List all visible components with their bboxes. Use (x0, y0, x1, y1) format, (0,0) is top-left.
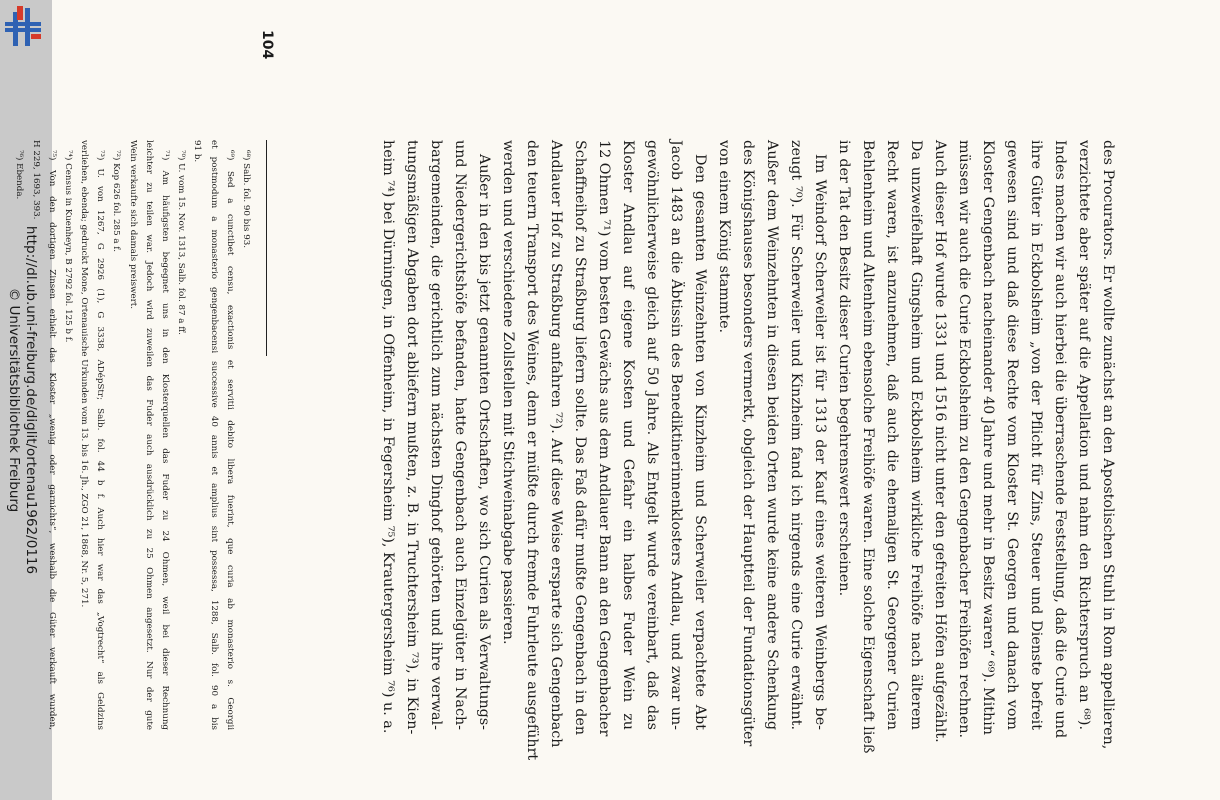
text-line: von einem König stammte. (716, 140, 732, 334)
footnote-line: ⁶⁸) Salb. fol. 90 bis 93. (241, 150, 251, 249)
text-line: heim ⁷⁴) bei Dürningen, in Offenheim, in Fegersheim ⁷⁵), Krautergersheim ⁷⁶) u. a. (380, 140, 396, 734)
text-line: Den gesamten Weinzehnten von Kinzheim und Scherweiler verpachtete Abt (692, 154, 708, 730)
footnote-line: ⁷³) U. von 1267, G 2926 (1), G 3338, ADépStr; Salb. fol. 44 b f. Auch hier war das „Vogtrecht“ als Geldzins (95, 150, 106, 730)
text-line: gewesen sind und daß diese Rechte vom Kloster St. Georgen und danach vom (1004, 140, 1020, 730)
footnote-line: ⁷⁵) Von den dortigen Zinsen erhielt das Kloster „wenig oder garnichts“, weshalb die Güter verkauft wurden, (46, 150, 57, 730)
footnote-line: leichter zu teilen war. Jedoch wird zuweilen das Fuder auch ausdrücklich zu 25 Ohmen angesetzt. Nur der gute (143, 140, 154, 730)
text-line: Recht waren, ist anzunehmen, daß auch die ehemaligen St. Georgener Curien (884, 140, 900, 730)
text-line: zeugt ⁷⁰). Für Scherweiler und Kinzheim fand ich nirgends eine Curie erwähnt. (788, 140, 804, 730)
text-line: Im Weindorf Scherweiler ist für 1313 der Kauf eines weiteren Weinbergs be- (812, 154, 828, 730)
university-logo-icon (2, 4, 44, 52)
text-line: Andlauer Hof zu Straßburg anfahren ⁷²). Auf diese Weise ersparte sich Gengenbach (548, 140, 564, 748)
text-line: Außer dem Weinzehnten in diesen beiden Orten wurde keine andere Schenkung (764, 140, 780, 730)
footnote-line: ⁷⁶) Ebenda. (14, 150, 25, 200)
text-line: werden und verschiedene Zollstellen mit Stichweinabgabe passieren. (500, 140, 516, 645)
text-line: des Königshauses besonders vermerkt, obgleich der Hauptteil der Fundationsgüter (740, 140, 756, 747)
text-line: den teuern Transport des Weines, denn er müßte durch fremde Fuhrleute ausgeführt (524, 140, 540, 761)
footnotes (11, 140, 254, 730)
text-line: ihre Güter in Eckbolsheim „von der Pflicht für Zins, Steuer und Dienste befreit (1028, 140, 1044, 730)
footnote-line: verliehen, ebenda; gedruckt Mone, Ortenauische Urkunden vom 13. bis 16. Jh., ZGO 21, 1868, Nr. 5, 271. (79, 140, 90, 608)
text-line: Indes machen wir auch hierbei die überraschende Feststellung, daß die Curie und (1052, 140, 1068, 739)
footnote-line: ⁷⁰) U. vom 15. Nov. 1313, Salb. fol. 87 a ff. (176, 150, 187, 335)
footnote-line: ⁷¹) Am häufigsten begegnet uns in den Klosterquellen das Fuder zu 24 Ohmen, weil bei dieser Rechnung (160, 150, 171, 730)
text-line: Kloster Andlau auf eigene Kosten und Gefahr ein halbes Fuder Wein zu (620, 140, 636, 730)
footnote-line: ⁷²) Kop 626 fol. 285 a f. (111, 150, 122, 252)
text-line: gewöhnlicherweise gleich auf 50 Jahre. Als Entgelt wurde vereinbart, daß das (644, 140, 660, 730)
page-number: 104 (259, 30, 275, 60)
body-text (376, 140, 1120, 761)
footnote-line: ⁶⁹) Sed a cunctibet censu, exactionis et servitii debito libera fuerint, que curia ab monasterio s. Georgii (224, 150, 235, 730)
footnote-line: et postmodum a monasterio gengenbacensi successive 40 annis et amplius sint possessa, 1288, Salb. fol. 90 a bis (208, 140, 219, 730)
text-line: Behlenheim und Altenheim ebensolche Freihöfe waren. Eine solche Eigenschaft ließ (860, 140, 876, 754)
text-line: Außer in den bis jetzt genannten Ortschaften, wo sich Curien als Verwaltungs- (476, 154, 492, 730)
footnote-line: 91 b. (192, 140, 203, 163)
document-url[interactable]: http://dl.ub.uni-freiburg.de/diglit/ortenau1962/0116 (23, 225, 39, 575)
text-line: und Niedergerichtshöfe befanden, hatte Gengenbach auch Einzelgüter in Nach- (452, 140, 468, 730)
text-line: in der Tat den Besitz dieser Curien begehrenswert erscheinen. (836, 140, 852, 597)
copyright-notice: © Universitätsbibliothek Freiburg (6, 287, 22, 513)
text-line: verzichtete aber später auf die Appellation und nahm den Richterspruch an ⁶⁸). (1076, 140, 1092, 730)
footnote-line: Wein verkaufte sich damals preiswert. (127, 140, 138, 310)
text-line: Da unzweifelhaft Gingsheim und Eckbolsheim wirkliche Freihöfe nach älterem (908, 140, 924, 730)
footnote-line: ⁷⁴) Census in Kuenheyn, B 2792 fol. 125 b f. (62, 150, 73, 343)
text-line: Kloster Gengenbach nacheinander 40 Jahre und mehr in Besitz waren“ ⁶⁹). Mithin (980, 140, 996, 736)
text-line: müssen wir auch die Curie Eckbolsheim zu den Gengenbacher Freihöfen rechnen. (956, 140, 972, 739)
footnote-line: H 229, 1693, 393. (30, 140, 41, 220)
footnote-rule (266, 140, 267, 356)
text-line: tungsmäßigen Abgaben dort abliefern mußten, z. B. in Truchtersheim ⁷³), in Kien- (404, 140, 420, 735)
text-line: bargemeinden, die gerichtlich zum nächsten Dinghof gehörten und ihre verwal- (428, 140, 444, 730)
text-line: Schaffneihof zu Straßburg liefern sollte. Das Faß dafür mußte Gengenbach in den (572, 140, 588, 736)
text-line: Auch dieser Hof wurde 1331 und 1516 nicht unter den gefreiten Höfen aufgezählt. (932, 140, 948, 743)
text-line: 12 Ohmen ⁷¹) vom besten Gewächs aus dem Andlauer Bann an den Gengenbacher (596, 140, 612, 737)
text-line: Jacob 1483 an die Äbtissin des Benediktinerinnenklosters Andlau, und zwar un- (668, 140, 684, 730)
text-line: des Procurators. Er wollte zunächst an den Apostolischen Stuhl in Rom appellieren, (1100, 140, 1116, 750)
